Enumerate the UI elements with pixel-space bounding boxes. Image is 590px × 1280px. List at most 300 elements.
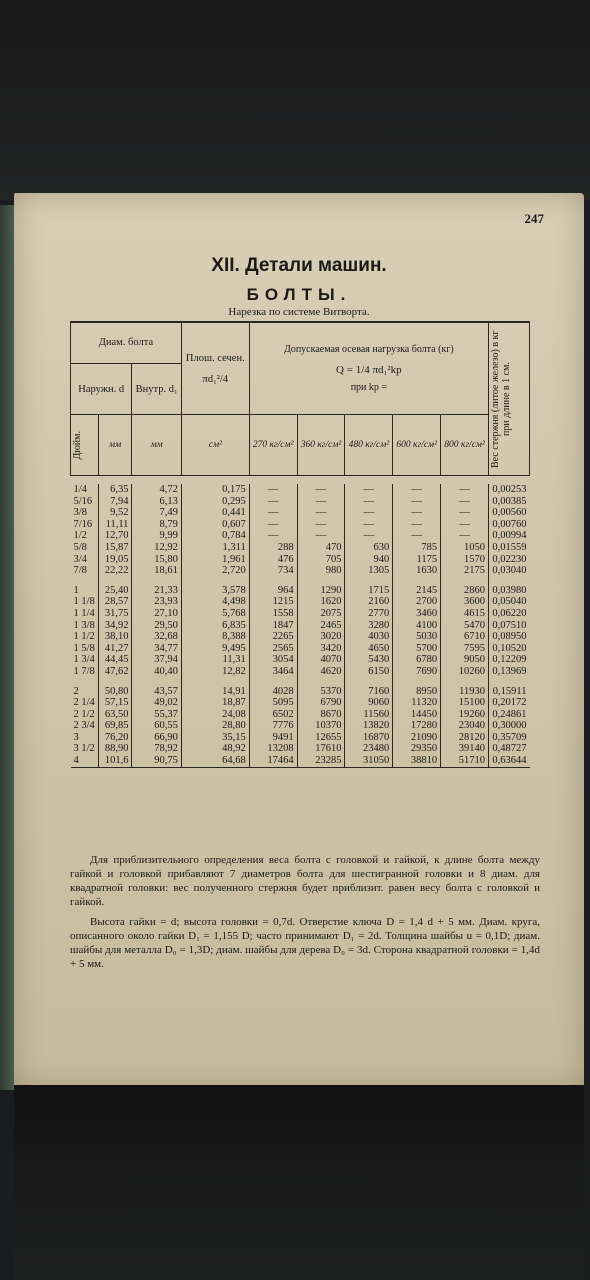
table-cell: 2860 <box>441 585 489 597</box>
table-row <box>71 608 530 620</box>
table-cell: 4070 <box>297 654 345 666</box>
table-cell: 13208 <box>249 743 297 755</box>
table-cell: 2565 <box>249 643 297 655</box>
table-cell: 7690 <box>393 666 441 678</box>
header-area <box>181 322 249 415</box>
table-cell: 41,27 <box>98 643 132 655</box>
table-cell: 4 <box>71 755 99 767</box>
table-cell: 288 <box>249 542 297 554</box>
header-unit-cm2: см² <box>181 415 249 476</box>
table-cell: 1 <box>73 584 79 596</box>
table-cell: — <box>249 519 297 531</box>
table-cell: 11930 <box>441 686 489 698</box>
table-cell: 55,37 <box>132 709 181 721</box>
table-cell: 9,52 <box>98 507 132 519</box>
table-cell <box>393 577 441 585</box>
table-cell: 7160 <box>345 686 393 698</box>
table-cell: 2 3/4 <box>73 720 95 732</box>
table-cell: 4620 <box>297 666 345 678</box>
table-cell: 0,00760 <box>489 519 530 531</box>
table-cell: 630 <box>345 542 393 554</box>
table-body <box>71 476 530 768</box>
table-cell: 34,92 <box>98 620 132 632</box>
table-cell: 0,08950 <box>489 631 530 643</box>
table-row <box>71 577 530 585</box>
table-cell: 0,607 <box>181 519 249 531</box>
table-cell: 35,15 <box>181 732 249 744</box>
table-cell: 1 1/8 <box>73 596 95 608</box>
header-weight <box>489 322 530 476</box>
table-cell: 0,20172 <box>489 697 530 709</box>
table-cell: 1215 <box>249 596 297 608</box>
table-cell: 8,388 <box>181 631 249 643</box>
table-cell: — <box>297 519 345 531</box>
header-unit-mm-inner: мм <box>132 415 181 476</box>
table-cell: 1290 <box>297 585 345 597</box>
table-cell: 16870 <box>345 732 393 744</box>
table-cell: 18,87 <box>181 697 249 709</box>
table-cell: 0,30000 <box>489 720 530 732</box>
table-cell: 6150 <box>345 666 393 678</box>
table-cell: 5470 <box>441 620 489 632</box>
table-row <box>71 507 530 519</box>
table-cell: 11,31 <box>181 654 249 666</box>
table-cell: 21,33 <box>132 585 181 597</box>
table-cell: 5/16 <box>73 495 93 507</box>
table-cell: 17280 <box>393 720 441 732</box>
table-cell: — <box>249 530 297 542</box>
table-cell: 4615 <box>441 608 489 620</box>
notes-paragraph-2: Высота гайки = d; высота головки = 0,7d. Отверстие ключа D = 1,4 d + 5 мм. Диам. круга, описанного около гайки D₁ = 1,155 D; часто принимают D₁ = 2d. Толщина шайбы u = 0,1D; диам. шайбы для металла D₀ = 1,3D; диам. шайбы для дерева D₀ = 3d. Сторона квадратной головки = 1,4d + 5 мм. <box>70 916 540 970</box>
table-cell: 21090 <box>393 732 441 744</box>
table-cell: 476 <box>249 554 297 566</box>
table-cell: 8,79 <box>132 519 181 531</box>
header-k270: 270 кг/см² <box>249 415 297 476</box>
table-cell: 7/8 <box>73 565 87 577</box>
table-cell: 23,93 <box>132 596 181 608</box>
table-cell: 29,50 <box>132 620 181 632</box>
table-cell: 6,13 <box>132 496 181 508</box>
table-cell: 1 1/2 <box>73 631 95 643</box>
header-load <box>249 322 488 415</box>
table-cell: 44,45 <box>98 654 132 666</box>
table-cell <box>132 678 181 686</box>
table-cell: 0,05040 <box>489 596 530 608</box>
table-cell: 23480 <box>345 743 393 755</box>
table-spacer <box>71 476 530 485</box>
table-cell: 2700 <box>393 596 441 608</box>
table-cell: 3 1/2 <box>73 743 95 755</box>
table-cell: 32,68 <box>132 631 181 643</box>
table-cell: 964 <box>249 585 297 597</box>
table-cell: 0,00385 <box>489 496 530 508</box>
header-outer: Наружн. d <box>71 363 132 414</box>
table-cell: — <box>297 530 345 542</box>
table-row <box>71 554 530 566</box>
background-bottom <box>14 1085 584 1280</box>
table-cell: 3420 <box>297 643 345 655</box>
table-cell: 1050 <box>441 542 489 554</box>
table-cell: 5/8 <box>73 541 87 553</box>
table-cell <box>181 577 249 585</box>
table-cell: 785 <box>393 542 441 554</box>
section-title: БОЛТЫ. <box>246 285 352 304</box>
table-cell: 0,35709 <box>489 732 530 744</box>
header-k360: 360 кг/см² <box>297 415 345 476</box>
table-row <box>71 654 530 666</box>
header-area-label: Плош. сечен. <box>185 352 245 364</box>
table-cell: 0,13969 <box>489 666 530 678</box>
table-cell: 8950 <box>393 686 441 698</box>
table-cell: — <box>441 496 489 508</box>
table-cell: 3054 <box>249 654 297 666</box>
table-cell <box>98 577 132 585</box>
table-cell: 2 1/2 <box>73 708 95 720</box>
table-cell: 0,03040 <box>489 565 530 577</box>
header-load-kp: при kp = <box>350 382 388 394</box>
table-cell: 14,91 <box>181 686 249 698</box>
table-cell: — <box>441 519 489 531</box>
table-cell: 64,68 <box>181 755 249 767</box>
table-cell: 3,578 <box>181 585 249 597</box>
table-cell: 14450 <box>393 709 441 721</box>
table-cell: 11320 <box>393 697 441 709</box>
table-cell: 6,835 <box>181 620 249 632</box>
table-cell: 1558 <box>249 608 297 620</box>
table-cell: — <box>297 484 345 496</box>
table-cell: 3 <box>73 731 79 743</box>
table-cell: 4100 <box>393 620 441 632</box>
table-cell: 705 <box>297 554 345 566</box>
table-cell: — <box>297 507 345 519</box>
table-row <box>71 585 530 597</box>
table-cell <box>71 577 99 585</box>
table-cell <box>181 678 249 686</box>
bolt-table <box>70 321 530 768</box>
table-cell: — <box>249 496 297 508</box>
table-cell: 2465 <box>297 620 345 632</box>
table-cell: 10260 <box>441 666 489 678</box>
table-cell: 1 7/8 <box>73 665 95 677</box>
table-cell: 7595 <box>441 643 489 655</box>
table-row <box>71 542 530 554</box>
table-cell: — <box>345 519 393 531</box>
table-cell <box>71 678 99 686</box>
table-cell: — <box>249 484 297 496</box>
table-cell: 1715 <box>345 585 393 597</box>
table-cell: 0,02230 <box>489 554 530 566</box>
table-cell: 2175 <box>441 565 489 577</box>
table-cell <box>489 577 530 585</box>
table-cell: 2145 <box>393 585 441 597</box>
table-cell: — <box>345 507 393 519</box>
table-cell <box>345 678 393 686</box>
table-cell: 15100 <box>441 697 489 709</box>
table-cell: 29350 <box>393 743 441 755</box>
table-cell: 1,961 <box>181 554 249 566</box>
table-cell: 0,295 <box>181 496 249 508</box>
table-cell: 31,75 <box>98 608 132 620</box>
table-cell: 12,70 <box>98 530 132 542</box>
table-cell: — <box>441 530 489 542</box>
table-cell <box>489 678 530 686</box>
header-area-formula: πd₁²/4 <box>202 373 229 385</box>
table-cell: 0,784 <box>181 530 249 542</box>
table-row <box>71 631 530 643</box>
table-cell <box>297 577 345 585</box>
table-cell: 0,00253 <box>489 484 530 496</box>
table-cell: 5095 <box>249 697 297 709</box>
table-cell: 1,311 <box>181 542 249 554</box>
table-row <box>71 519 530 531</box>
table-cell: 38,10 <box>98 631 132 643</box>
table-row <box>71 565 530 577</box>
table-cell <box>249 678 297 686</box>
table-cell: 5700 <box>393 643 441 655</box>
table-cell: 3600 <box>441 596 489 608</box>
header-weight-label: Вес стержня (литое железо) в кг при длине в 1 см. <box>490 330 512 468</box>
table-cell: 15,80 <box>132 554 181 566</box>
table-cell: 6502 <box>249 709 297 721</box>
table-cell: 63,50 <box>98 709 132 721</box>
table-cell: 17610 <box>297 743 345 755</box>
table-cell: 8670 <box>297 709 345 721</box>
table-row <box>71 743 530 755</box>
table-cell: 0,12209 <box>489 654 530 666</box>
table-cell: 28120 <box>441 732 489 744</box>
table-cell: 43,57 <box>132 686 181 698</box>
table-cell: — <box>441 507 489 519</box>
table-cell: 10370 <box>297 720 345 732</box>
table-cell: 31050 <box>345 755 393 767</box>
notes-paragraph-1: Для приблизительного определения веса болта с головкой и гайкой, к длине болта между гайкой и головкой прибавляют 7 диаметров болта для шестигранной головки и 8 диам. для квадратной головки: вес полученного стержня будет приблизит. равен весу болта с головкой и гайкой. <box>70 854 540 908</box>
table-cell: — <box>393 496 441 508</box>
table-cell: 940 <box>345 554 393 566</box>
table-cell: 18,61 <box>132 565 181 577</box>
table-cell <box>98 678 132 686</box>
table-cell: 2 <box>73 685 79 697</box>
header-inch <box>71 415 99 476</box>
table-cell: — <box>297 496 345 508</box>
table-cell: 6790 <box>297 697 345 709</box>
table-cell: 9,495 <box>181 643 249 655</box>
table-cell: 3/8 <box>73 507 87 519</box>
header-k600: 600 кг/см² <box>393 415 441 476</box>
table-cell: 9,99 <box>132 530 181 542</box>
table-cell: 0,06220 <box>489 608 530 620</box>
table-cell: 15,87 <box>98 542 132 554</box>
table-cell: 2,720 <box>181 565 249 577</box>
table-row <box>71 530 530 542</box>
table-cell: 1570 <box>441 554 489 566</box>
header-diam: Диам. болта <box>71 322 182 363</box>
table-cell: 12,92 <box>132 542 181 554</box>
table-cell <box>441 577 489 585</box>
table-cell: 734 <box>249 565 297 577</box>
table-cell: 37,94 <box>132 654 181 666</box>
notes <box>70 853 540 977</box>
table-cell: 23285 <box>297 755 345 767</box>
table-cell: 7/16 <box>73 518 93 530</box>
table-cell: 9060 <box>345 697 393 709</box>
table-cell: 19260 <box>441 709 489 721</box>
table-row <box>71 620 530 632</box>
table-cell: 40,40 <box>132 666 181 678</box>
table-cell: 1 5/8 <box>73 642 95 654</box>
header-k480: 480 кг/см² <box>345 415 393 476</box>
table-cell: 78,92 <box>132 743 181 755</box>
table-cell: 4030 <box>345 631 393 643</box>
table-cell: 0,01559 <box>489 542 530 554</box>
table-cell: 1847 <box>249 620 297 632</box>
table-cell: 3460 <box>393 608 441 620</box>
table-cell: — <box>249 507 297 519</box>
table-cell: 34,77 <box>132 643 181 655</box>
table-cell: 0,03980 <box>489 585 530 597</box>
table-cell <box>441 678 489 686</box>
table-cell: 48,92 <box>181 743 249 755</box>
table-cell: 1/2 <box>73 530 87 542</box>
table-cell: — <box>393 507 441 519</box>
table-cell: 5370 <box>297 686 345 698</box>
table-cell: 4650 <box>345 643 393 655</box>
table-cell: 27,10 <box>132 608 181 620</box>
table-cell: 3/4 <box>73 553 87 565</box>
table-row <box>71 720 530 732</box>
header-k800: 800 кг/см² <box>441 415 489 476</box>
table-cell: 60,55 <box>132 720 181 732</box>
table-cell: 2265 <box>249 631 297 643</box>
table-cell: 19,05 <box>98 554 132 566</box>
table-row <box>71 709 530 721</box>
table-cell <box>393 678 441 686</box>
table-cell: 1630 <box>393 565 441 577</box>
table-cell: 28,80 <box>181 720 249 732</box>
table-cell: 470 <box>297 542 345 554</box>
table-cell: 3280 <box>345 620 393 632</box>
table-cell: 9050 <box>441 654 489 666</box>
table-cell: 17464 <box>249 755 297 767</box>
table-row <box>71 666 530 678</box>
table-cell: 0,24861 <box>489 709 530 721</box>
table-cell: — <box>393 530 441 542</box>
table-row <box>71 484 530 496</box>
table-cell: — <box>345 530 393 542</box>
table-cell: 28,57 <box>98 596 132 608</box>
table-cell: 980 <box>297 565 345 577</box>
table-cell: 22,22 <box>98 565 132 577</box>
chapter-title: XII. Детали машин. <box>211 255 387 276</box>
table-cell: 2 1/4 <box>73 697 95 709</box>
table-cell <box>132 577 181 585</box>
table-cell: 88,90 <box>98 743 132 755</box>
header-load-formula: Q = 1/4 πd₁²kp <box>336 364 402 377</box>
table-cell: 1175 <box>393 554 441 566</box>
table-cell: 23040 <box>441 720 489 732</box>
table-cell: 47,62 <box>98 666 132 678</box>
table-cell: 7776 <box>249 720 297 732</box>
table-cell: 3020 <box>297 631 345 643</box>
table-cell <box>249 577 297 585</box>
table-row <box>71 643 530 655</box>
table-cell: 0,10520 <box>489 643 530 655</box>
table-cell: 1305 <box>345 565 393 577</box>
table-cell: 50,80 <box>98 686 132 698</box>
table-cell: 7,94 <box>98 496 132 508</box>
table-cell: 0,00560 <box>489 507 530 519</box>
table-cell: — <box>345 496 393 508</box>
header-inner: Внутр. d₁ <box>132 363 181 414</box>
header-load-label: Допускаемая осевая нагрузка болта (кг) <box>284 344 454 356</box>
table-cell: 5,768 <box>181 608 249 620</box>
table-row <box>71 678 530 686</box>
table-cell: 0,441 <box>181 507 249 519</box>
table-cell: 6,35 <box>98 484 132 496</box>
table-cell: 76,20 <box>98 732 132 744</box>
table-row <box>71 496 530 508</box>
table-cell: 25,40 <box>98 585 132 597</box>
section-subtitle: Нарезка по системе Витворта. <box>228 306 370 318</box>
table-cell: 0,15911 <box>489 686 530 698</box>
book-page <box>14 193 584 1088</box>
table-cell: 66,90 <box>132 732 181 744</box>
table-cell: 101,6 <box>98 755 132 767</box>
table-row <box>71 686 530 698</box>
table-cell: 24,08 <box>181 709 249 721</box>
table-cell: 1 1/4 <box>73 607 95 619</box>
table-cell: — <box>345 484 393 496</box>
table-cell: 4,72 <box>132 484 181 496</box>
table-cell: 38810 <box>393 755 441 767</box>
table-cell: 12,82 <box>181 666 249 678</box>
table-cell: 4028 <box>249 686 297 698</box>
table-cell: 1 3/4 <box>73 654 95 666</box>
table-cell: 3464 <box>249 666 297 678</box>
table-cell: 0,175 <box>181 484 249 496</box>
table-cell: 7,49 <box>132 507 181 519</box>
table-cell: — <box>393 519 441 531</box>
header-inch-label: Дюйм. <box>72 430 83 460</box>
table-cell: 2770 <box>345 608 393 620</box>
table-cell: 1/4 <box>73 484 87 495</box>
page-number: 247 <box>524 211 544 226</box>
table-cell: 13820 <box>345 720 393 732</box>
table-cell: 57,15 <box>98 697 132 709</box>
table-cell: 90,75 <box>132 755 181 767</box>
table-cell: 1 3/8 <box>73 619 95 631</box>
header-unit-mm-outer: мм <box>98 415 132 476</box>
table-cell: 5030 <box>393 631 441 643</box>
table-row <box>71 697 530 709</box>
table-cell: — <box>393 484 441 496</box>
table-cell: 51710 <box>441 755 489 767</box>
table-cell <box>297 678 345 686</box>
table-row <box>71 732 530 744</box>
background-top <box>0 0 590 200</box>
table-cell: 69,85 <box>98 720 132 732</box>
table-cell <box>345 577 393 585</box>
table-cell: 0,63644 <box>489 755 530 767</box>
table-cell: 9491 <box>249 732 297 744</box>
table-cell: 5430 <box>345 654 393 666</box>
table-cell: 4,498 <box>181 596 249 608</box>
table-cell: 2075 <box>297 608 345 620</box>
table-cell: 12655 <box>297 732 345 744</box>
table-cell: 0,07510 <box>489 620 530 632</box>
table-cell: 1620 <box>297 596 345 608</box>
table-cell: 11,11 <box>98 519 132 531</box>
table-cell: 6710 <box>441 631 489 643</box>
